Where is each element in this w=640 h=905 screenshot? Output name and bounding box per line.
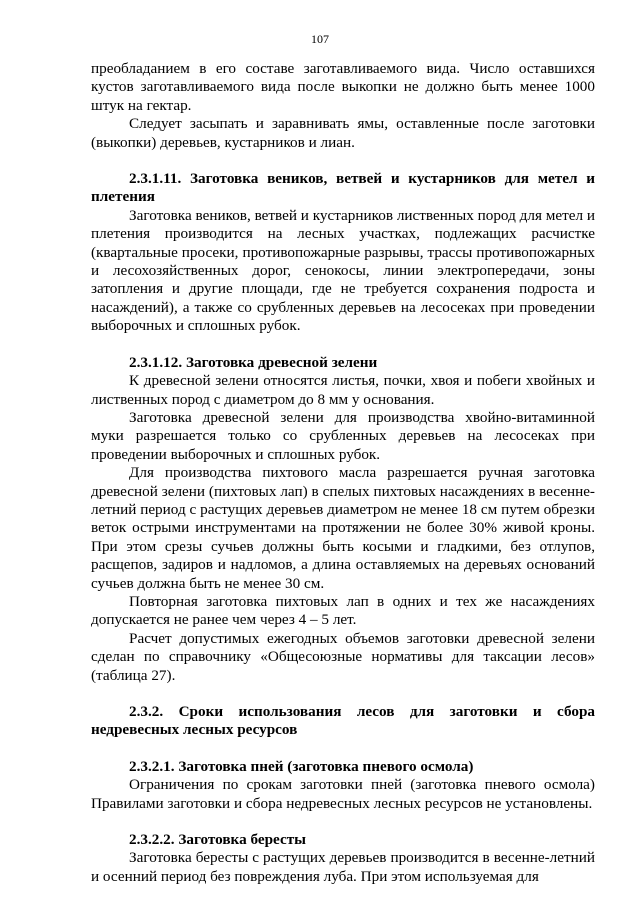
section-spacer	[91, 740, 595, 758]
section-heading: 2.3.1.11. Заготовка веников, ветвей и кустарников для метел и плетения	[91, 170, 595, 206]
page-number: 107	[311, 32, 329, 46]
section-spacer	[91, 813, 595, 831]
section-heading: 2.3.2. Сроки использования лесов для заготовки и сбора недревесных лесных ресурсов	[91, 703, 595, 739]
paragraph: К древесной зелени относятся листья, почки, хвоя и побеги хвойных и лиственных пород с диаметром до 8 мм у основания.	[91, 372, 595, 408]
section-heading: 2.3.2.1. Заготовка пней (заготовка пневого осмола)	[129, 757, 474, 775]
page-body	[91, 60, 595, 886]
paragraph: Расчет допустимых ежегодных объемов заготовки древесной зелени сделан по справочнику «Общесоюзные нормативы для таксации лесов» (таблица 27).	[91, 629, 595, 684]
paragraph: Заготовка веников, ветвей и кустарников лиственных пород для метел и плетения производится на лесных участках, подлежащих расчистке (квартальные просеки, противопожарные разрывы, трассы противопожарных и лесохозяйственных дорог, сенокосы, линии электропередачи, зоны затопления и другие площади, где не требуется сохранения подроста и насаждений), а также со срубленных деревьев на лесосеках при проведении выборочных и сплошных рубок.	[91, 206, 595, 335]
paragraph: Для производства пихтового масла разрешается ручная заготовка древесной зелени (пихтовых лап) в спелых пихтовых насаждениях в весенне-летний период с растущих деревьев диаметром не менее 18 см путем обрезки веток острыми инструментами на протяжении не более 30% живой кроны. При этом срезы сучьев должны быть косыми и гладкими, без отлупов, расщепов, задиров и надломов, а длина оставляемых на деревьях оснований сучьев должна быть не менее 30 см.	[91, 464, 595, 592]
paragraph: Ограничения по срокам заготовки пней (заготовка пневого осмола) Правилами заготовки и сбора недревесных лесных ресурсов не установлены.	[91, 776, 595, 812]
paragraph: Заготовка бересты с растущих деревьев производится в весенне-летний и осенний период без повреждения луба. При этом используемая для	[91, 849, 595, 885]
paragraph: Следует засыпать и заравнивать ямы, оставленные после заготовки (выкопки) деревьев, кустарников и лиан.	[91, 115, 595, 151]
section-spacer	[91, 336, 595, 354]
section-heading: 2.3.1.12. Заготовка древесной зелени	[129, 353, 378, 371]
section-spacer	[91, 685, 595, 703]
paragraph: преобладанием в его составе заготавливаемого вида. Число оставшихся кустов заготавливаемого вида после выкопки не должно быть менее 1000 штук на гектар.	[91, 60, 595, 114]
paragraph: Повторная заготовка пихтовых лап в одних и тех же насаждениях допускается не ранее чем через 4 – 5 лет.	[91, 592, 595, 629]
paragraph: Заготовка древесной зелени для производства хвойно-витаминной муки разрешается только со срубленных деревьев на лесосеках при проведении выборочных и сплошных рубок.	[91, 408, 595, 463]
section-spacer	[91, 152, 595, 170]
section-heading: 2.3.2.2. Заготовка бересты	[129, 831, 307, 849]
